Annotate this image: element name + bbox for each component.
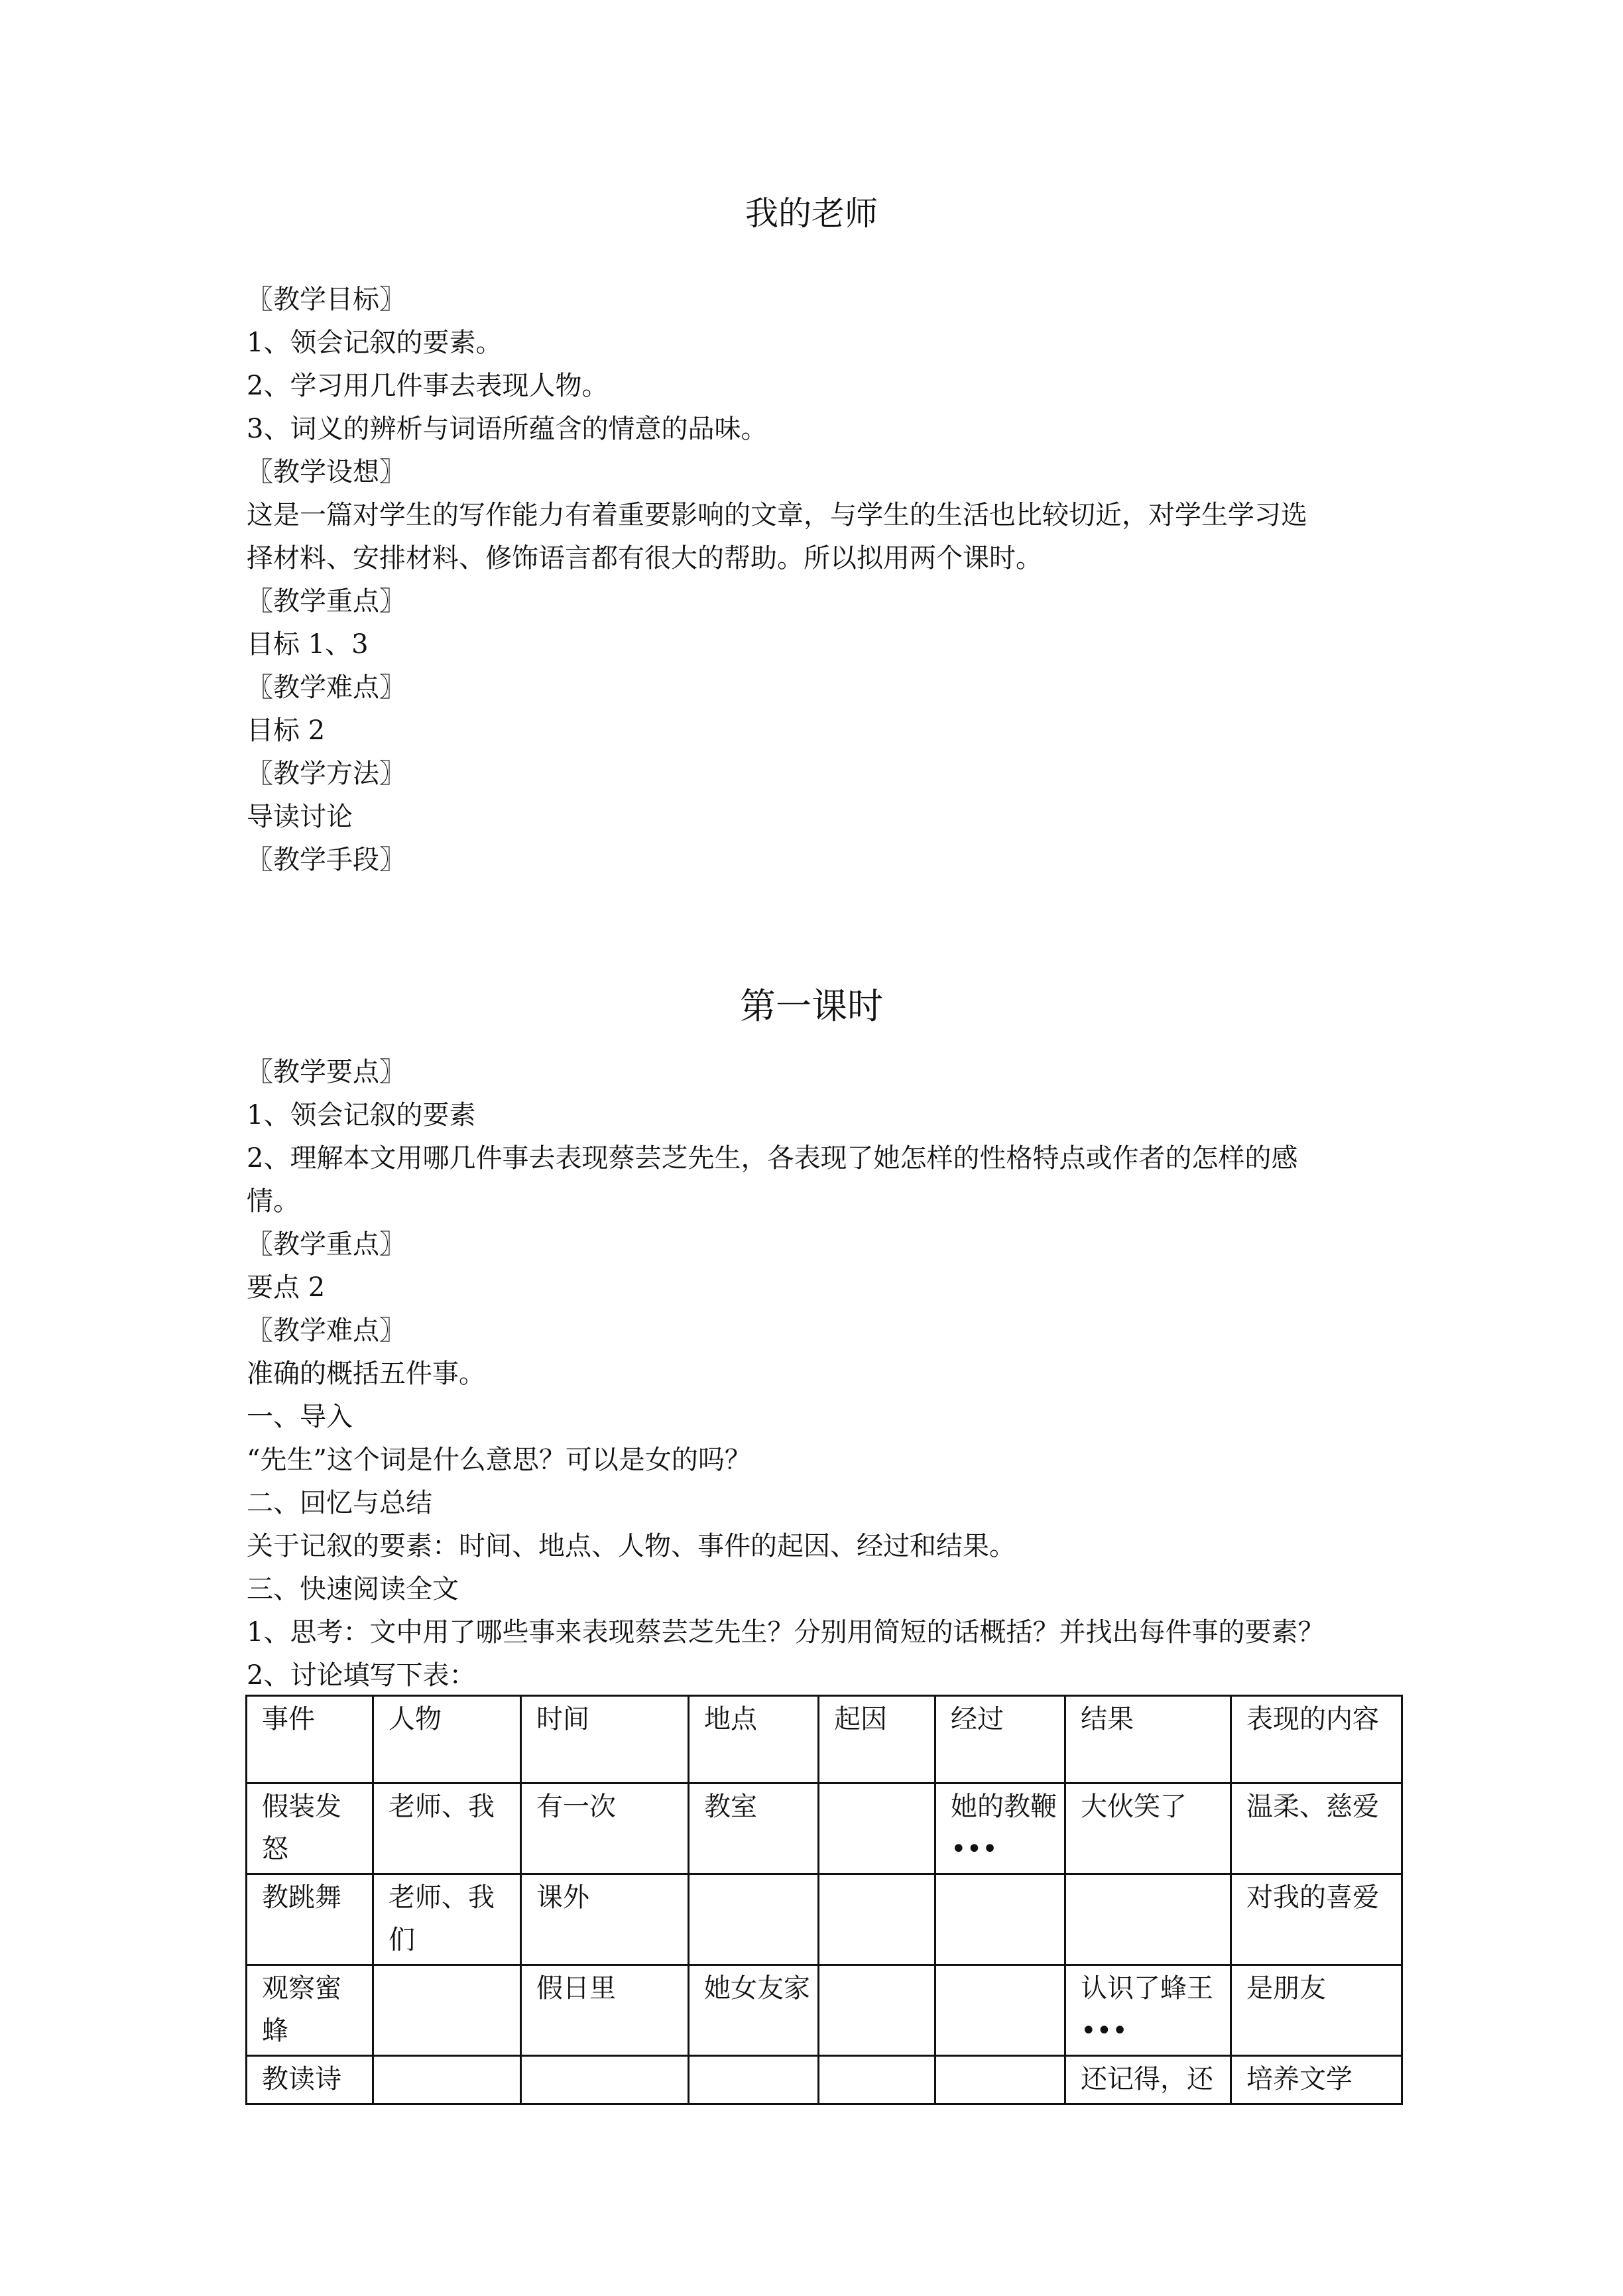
lesson-difficulty-heading: 〖教学难点〗 xyxy=(247,1315,406,1346)
table-cell xyxy=(689,2056,819,2104)
header-cell: 时间 xyxy=(521,1696,689,1783)
table-row xyxy=(247,1874,1402,1965)
section-review-text: 关于记叙的要素：时间、地点、人物、事件的起因、经过和结果。 xyxy=(247,1531,1016,1561)
goal-1: 1、领会记叙的要素。 xyxy=(247,328,503,358)
point-1: 1、领会记叙的要素 xyxy=(247,1100,476,1130)
table-cell xyxy=(819,1874,935,1965)
table-cell: 老师、我 xyxy=(373,1783,521,1874)
design-heading: 〖教学设想〗 xyxy=(247,457,406,487)
table-cell xyxy=(373,1965,521,2056)
section-intro: 一、导入 xyxy=(247,1402,353,1432)
goal-3: 3、词义的辨析与词语所蕴含的情意的品味。 xyxy=(247,414,768,444)
table-cell: 是朋友 xyxy=(1231,1965,1402,2056)
table-row xyxy=(247,2056,1402,2104)
table-cell xyxy=(689,1874,819,1965)
point-2-line-1: 2、理解本文用哪几件事去表现蔡芸芝先生，各表现了她怎样的性格特点或作者的怎样的感 xyxy=(247,1143,1298,1174)
table-cell xyxy=(1065,1874,1231,1965)
table-cell: 课外 xyxy=(521,1874,689,1965)
section-review: 二、回忆与总结 xyxy=(247,1488,432,1518)
table-cell: 教读诗 xyxy=(247,2056,373,2104)
method-value: 导读讨论 xyxy=(247,802,353,832)
table-cell: 培养文学 xyxy=(1231,2056,1402,2104)
design-para-line-2: 择材料、安排材料、修饰语言都有很大的帮助。所以拟用两个课时。 xyxy=(247,543,1042,574)
header-cell: 表现的内容 xyxy=(1231,1696,1402,1783)
design-para-line-1: 这是一篇对学生的写作能力有着重要影响的文章，与学生的生活也比较切近，对学生学习选 xyxy=(247,500,1307,530)
table-header-row xyxy=(247,1696,1402,1783)
table-cell: 观察蜜蜂 xyxy=(247,1965,373,2056)
section-intro-question: “先生”这个词是什么意思？可以是女的吗？ xyxy=(247,1445,751,1475)
table-row xyxy=(247,1783,1402,1874)
method-heading: 〖教学方法〗 xyxy=(247,758,406,789)
table-cell: 老师、我们 xyxy=(373,1874,521,1965)
lesson-key-value: 要点 2 xyxy=(247,1272,326,1303)
lesson-difficulty-value: 准确的概括五件事。 xyxy=(247,1359,485,1389)
header-cell: 经过 xyxy=(935,1696,1065,1783)
table-cell xyxy=(935,2056,1065,2104)
means-heading: 〖教学手段〗 xyxy=(247,845,406,875)
difficulty-value: 目标 2 xyxy=(247,715,326,746)
key-value: 目标 1、3 xyxy=(247,629,369,660)
table-cell: 温柔、慈爱 xyxy=(1231,1783,1402,1874)
table-cell: 假日里 xyxy=(521,1965,689,2056)
table-cell: 大伙笑了 xyxy=(1065,1783,1231,1874)
header-cell: 人物 xyxy=(373,1696,521,1783)
header-cell: 地点 xyxy=(689,1696,819,1783)
header-cell: 起因 xyxy=(819,1696,935,1783)
table-cell: 认识了蜂王••• xyxy=(1065,1965,1231,2056)
table-cell: 还记得，还 xyxy=(1065,2056,1231,2104)
table-cell: 她的教鞭••• xyxy=(935,1783,1065,1874)
reading-question-2: 2、讨论填写下表： xyxy=(247,1660,476,1691)
table-cell: 教跳舞 xyxy=(247,1874,373,1965)
table-cell: 有一次 xyxy=(521,1783,689,1874)
table-cell xyxy=(521,2056,689,2104)
points-heading: 〖教学要点〗 xyxy=(247,1057,406,1087)
header-cell: 事件 xyxy=(247,1696,373,1783)
table-cell: 对我的喜爱 xyxy=(1231,1874,1402,1965)
table-cell xyxy=(935,1874,1065,1965)
goals-heading: 〖教学目标〗 xyxy=(247,284,406,315)
lesson-key-heading: 〖教学重点〗 xyxy=(247,1229,406,1260)
table-cell xyxy=(819,1783,935,1874)
table-cell xyxy=(819,2056,935,2104)
lesson-title: 第一课时 xyxy=(740,985,883,1027)
reading-question-1: 1、思考：文中用了哪些事来表现蔡芸芝先生？分别用简短的话概括？并找出每件事的要素？ xyxy=(247,1617,1325,1648)
point-2-line-2: 情。 xyxy=(247,1186,300,1217)
table-cell: 教室 xyxy=(689,1783,819,1874)
table-cell: 假装发怒 xyxy=(247,1783,373,1874)
goal-2: 2、学习用几件事去表现人物。 xyxy=(247,371,609,401)
key-heading: 〖教学重点〗 xyxy=(247,586,406,617)
events-table xyxy=(245,1695,1403,2105)
table-cell: 她女友家 xyxy=(689,1965,819,2056)
section-reading: 三、快速阅读全文 xyxy=(247,1574,459,1604)
header-cell: 结果 xyxy=(1065,1696,1231,1783)
doc-title: 我的老师 xyxy=(745,194,878,233)
table-cell xyxy=(935,1965,1065,2056)
difficulty-heading: 〖教学难点〗 xyxy=(247,672,406,703)
table-cell xyxy=(373,2056,521,2104)
table-cell xyxy=(819,1965,935,2056)
table-row xyxy=(247,1965,1402,2056)
